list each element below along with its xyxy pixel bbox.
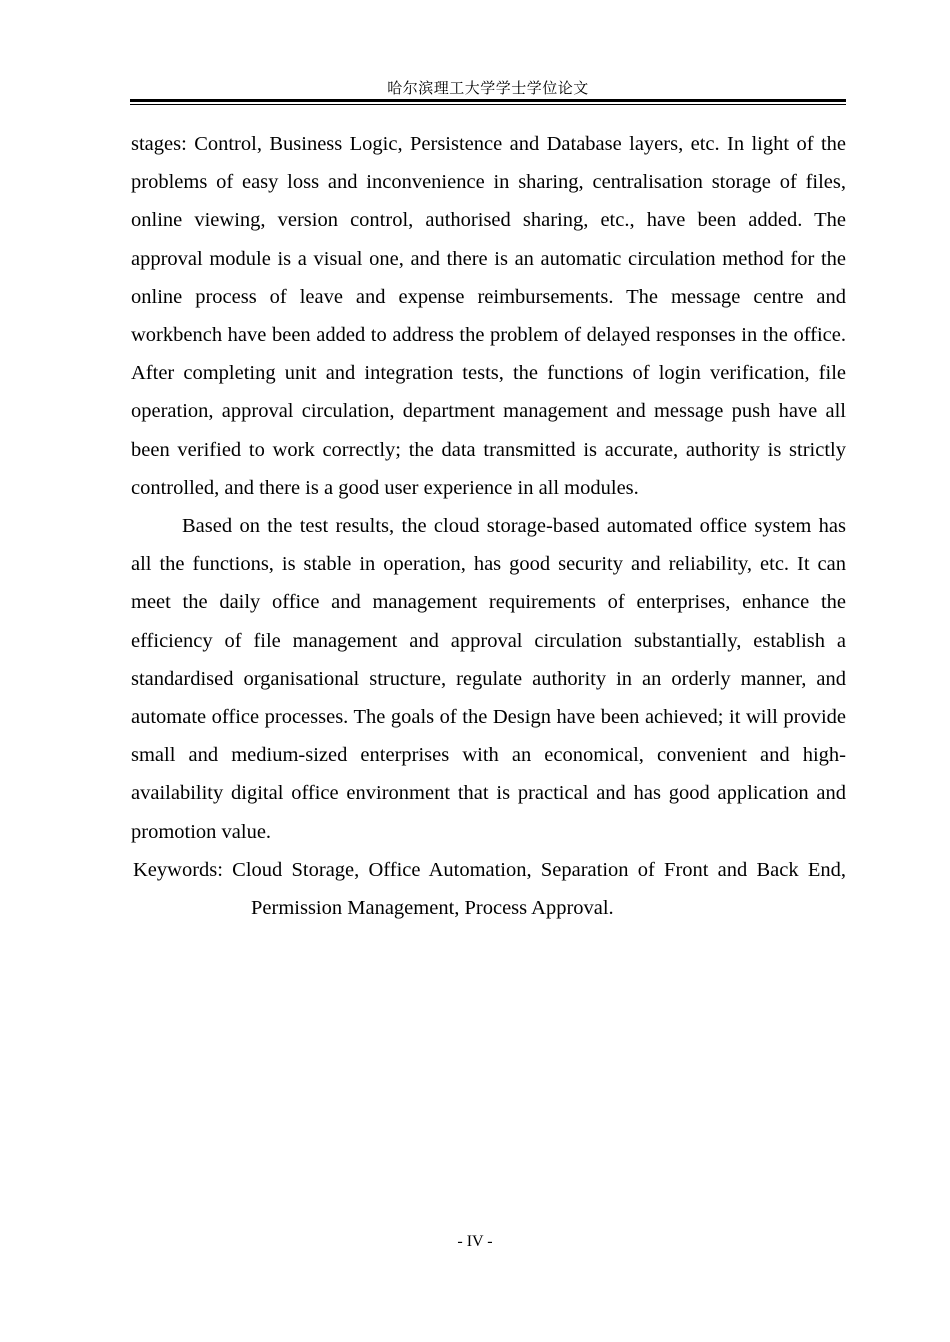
header-rule-thin (130, 104, 846, 105)
page-number: - IV - (457, 1233, 493, 1250)
abstract-paragraph-2: Based on the test results, the cloud storage-based automated office system has all the functions, is stable in operation, has good security and reliability, etc. It can meet the daily office and management requirements of enterprises, enhance the efficiency of file management and approval circulation substantially, establish a standardised organisational structure, regulate authority in an orderly manner, and automate office processes. The goals of the Design have been achieved; it will provide small and medium-sized enterprises with an economical, convenient and high-availability digital office environment that is practical and has good application and promotion value. (131, 515, 846, 843)
keywords-line: Keywords: Cloud Storage, Office Automation, Separation of Front and Back End, Permission Management, Process Approval. (133, 858, 846, 920)
abstract-body (131, 125, 846, 927)
page-header-title: 哈尔滨理工大学学士学位论文 (387, 79, 589, 97)
header-rule-thick (130, 99, 846, 102)
abstract-paragraph-1: stages: Control, Business Logic, Persistence and Database layers, etc. In light of the problems of easy loss and inconvenience in sharing, centralisation storage of files, online viewing, version control, authorised sharing, etc., have been added. The approval module is a visual one, and there is an automatic circulation method for the online process of leave and expense reimbursements. The message centre and workbench have been added to address the problem of delayed responses in the office. After completing unit and integration tests, the functions of login verification, file operation, approval circulation, department management and message push have all been verified to work correctly; the data transmitted is accurate, authority is strictly controlled, and there is a good user experience in all modules. (131, 133, 846, 499)
